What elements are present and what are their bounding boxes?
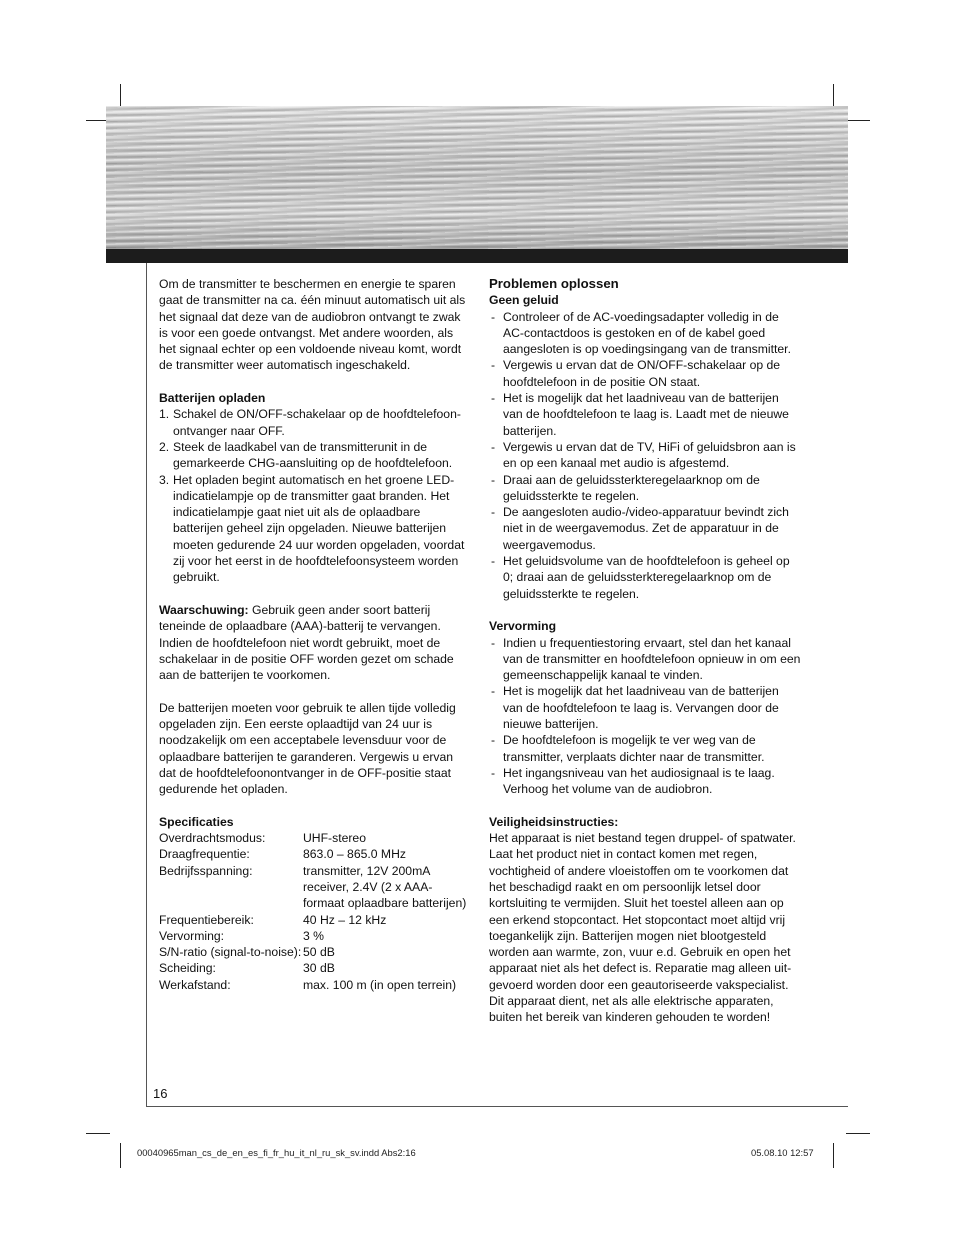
warning-text: Gebruik geen ander soort batterij teneinde de oplaadbare (AAA)-batterij te vervangen. Indien de hoofdtelefoon niet wordt gebruikt, moet de schakelaar in de positie OFF worden gezet om schade aan de batterijen te voorkomen. [159,602,454,683]
spec-key: S/N-ratio (signal-to-noise): [159,945,302,960]
crop-mark [846,1133,870,1134]
no-sound-heading: Geen geluid [489,293,559,308]
spec-row [159,977,469,993]
spec-value: transmitter, 12V 200mA receiver, 2.4V (2 x AAA-formaat oplaadbare batterijen) [303,863,467,911]
list-item: - Controleer of de AC-voedingsadapter volledig in de AC-contactdoos is gestoken en of de kabel goed aangesloten is op voedingsingang van de transmitter. [489,309,801,358]
header-rule [106,249,848,263]
step-text: Het opladen begint automatisch en het groene LED-indicatielampje op de transmitter gaat branden. Het indicatielampje gaat niet uit als de oplaadbare batterijen geheel zijn opgeladen. Nieuwe batterijen moeten gedurende 24 uur worden opgeladen, voordat zij voor het eerst in de hoofdtelefoonsysteem worden gebruikt. [173,472,465,585]
specs-heading: Specificaties [159,814,234,829]
spec-value: UHF-stereo [303,831,366,846]
spec-row [159,960,469,976]
battery-note-paragraph: De batterijen moeten voor gebruik te allen tijde volledig opgeladen zijn. Een eerste oplaadtijd van 24 uur is noodzakelijk om een acceptabele levensduur voor de oplaadbare batterijen te garanderen. Vergewis u ervan dat de hoofdtelefoonontvanger in de OFF-positie staat gedurende het opladen. [159,700,456,797]
spec-key: Overdrachtsmodus: [159,831,266,846]
list-item: - Vergewis u ervan dat de TV, HiFi of geluidsbron aan is en op een kanaal met audio is afgestemd. [489,439,801,472]
right-column [489,276,801,1026]
spec-value: 3 % [303,928,325,943]
step-number: 1. [159,407,170,422]
spec-key: Draagfrequentie: [159,847,250,862]
spec-value: 40 Hz – 12 kHz [303,912,387,927]
step-number: 3. [159,472,170,487]
print-slug-filename: 00040965man_cs_de_en_es_fi_fr_hu_it_nl_ru_sk_sv.indd Abs2:16 [137,1147,416,1158]
crop-mark [120,1143,121,1168]
step-number: 2. [159,439,170,454]
left-column [159,276,469,993]
list-item: - De hoofdtelefoon is mogelijk te ver weg van de transmitter, verplaats dichter naar de transmitter. [489,732,801,765]
spec-value: 30 dB [303,961,335,976]
spec-key: Frequentiebereik: [159,912,254,927]
crop-mark [846,120,870,121]
troubleshooting-heading: Problemen oplossen [489,276,619,291]
distortion-heading: Vervorming [489,619,557,634]
spec-row [159,944,469,960]
spec-value: max. 100 m (in open terrein) [303,977,457,992]
footer-rule [146,1106,848,1107]
spec-row [159,912,469,928]
spec-row [159,830,469,846]
spec-value: 50 dB [303,945,335,960]
warning-label: Waarschuwing: [159,602,249,617]
spec-key: Scheiding: [159,961,216,976]
crop-mark [86,1133,110,1134]
no-sound-list [489,309,801,602]
safety-heading: Veiligheidsinstructies: [489,814,619,829]
charging-step [159,472,469,586]
list-item: - Het is mogelijk dat het laadniveau van de batterijen van de hoofdtelefoon te laag is. Vervangen door de nieuwe batterijen. [489,683,801,732]
list-item: - Het is mogelijk dat het laadniveau van de batterijen van de hoofdtelefoon te laag is. Laadt met de nieuwe batterijen. [489,390,801,439]
page-number: 16 [153,1086,168,1101]
spec-key: Bedrijfsspanning: [159,863,253,878]
step-text: Schakel de ON/OFF-schakelaar op de hoofdtelefoon-ontvanger naar OFF. [173,407,461,438]
spec-row [159,863,469,912]
charging-steps [159,406,469,585]
brushed-metal-header [106,106,848,249]
specs-table [159,830,469,993]
list-item: - Het geluidsvolume van de hoofdtelefoon is geheel op 0; draai aan de geluidssterkteregelaarknop om de geluidssterkte te regelen. [489,553,801,602]
step-text: Steek de laadkabel van de transmitterunit in de gemarkeerde CHG-aansluiting op de hoofdtelefoon. [173,439,453,471]
list-item: - Draai aan de geluidssterkteregelaarknop om de geluidssterkte te regelen. [489,472,801,505]
spec-row [159,846,469,862]
crop-mark [833,1143,834,1168]
list-item: - Het ingangsniveau van het audiosignaal is te laag. Verhoog het volume van de audiobron. [489,765,801,798]
spec-value: 863.0 – 865.0 MHz [303,847,406,862]
warning-paragraph [159,602,469,683]
print-slug-date: 05.08.10 12:57 [751,1147,814,1158]
distortion-list [489,635,801,798]
list-item: - Indien u frequentiestoring ervaart, stel dan het kanaal van de transmitter en hoofdtelefoon opnieuw in om een gemeenschappelijk kanaal te vinden. [489,635,801,684]
intro-paragraph: Om de transmitter te beschermen en energie te sparen gaat de transmitter na ca. één minuut automatisch uit als het signaal dat deze van de audiobron ontvangt te zwak is voor een goede ontvangst. Met andere woorden, als het signaal echter op een voldoende niveau komt, wordt de transmitter weer automatisch ingeschakeld. [159,277,466,373]
spec-row [159,928,469,944]
list-item: - De aangesloten audio-/video-apparatuur bevindt zich niet in de weergavemodus. Zet de apparatuur in de weergavemodus. [489,504,801,553]
left-margin-rule [146,263,147,1107]
list-item: - Vergewis u ervan dat de ON/OFF-schakelaar op de hoofdtelefoon in de positie ON staat. [489,357,801,390]
safety-paragraph: Het apparaat is niet bestand tegen druppel- of spatwater. Laat het product niet in contact komen met regen, vochtigheid of andere vloeistoffen om te voorkomen dat het beschadigd raakt en om persoonlijk letsel door kortsluiting te vermijden. Sluit het toestel alleen aan op een erkend stopcontact. Het stopcontact moet altijd vrij toegankelijk zijn. Batterijen mogen niet blootgesteld worden aan warmte, zon, vuur e.d. Gebruik en open het apparaat niet als het defect is. Reparatie mag alleen uit-gevoerd worden door een geautoriseerde vakspecialist. Dit apparaat dient, net als alle elektrische apparaten, buiten het bereik van kinderen gehouden te worden! [489,831,796,1025]
charging-step [159,406,469,439]
spec-key: Werkafstand: [159,977,231,992]
charging-step [159,439,469,472]
spec-key: Vervorming: [159,928,225,943]
charging-heading: Batterijen opladen [159,391,266,406]
